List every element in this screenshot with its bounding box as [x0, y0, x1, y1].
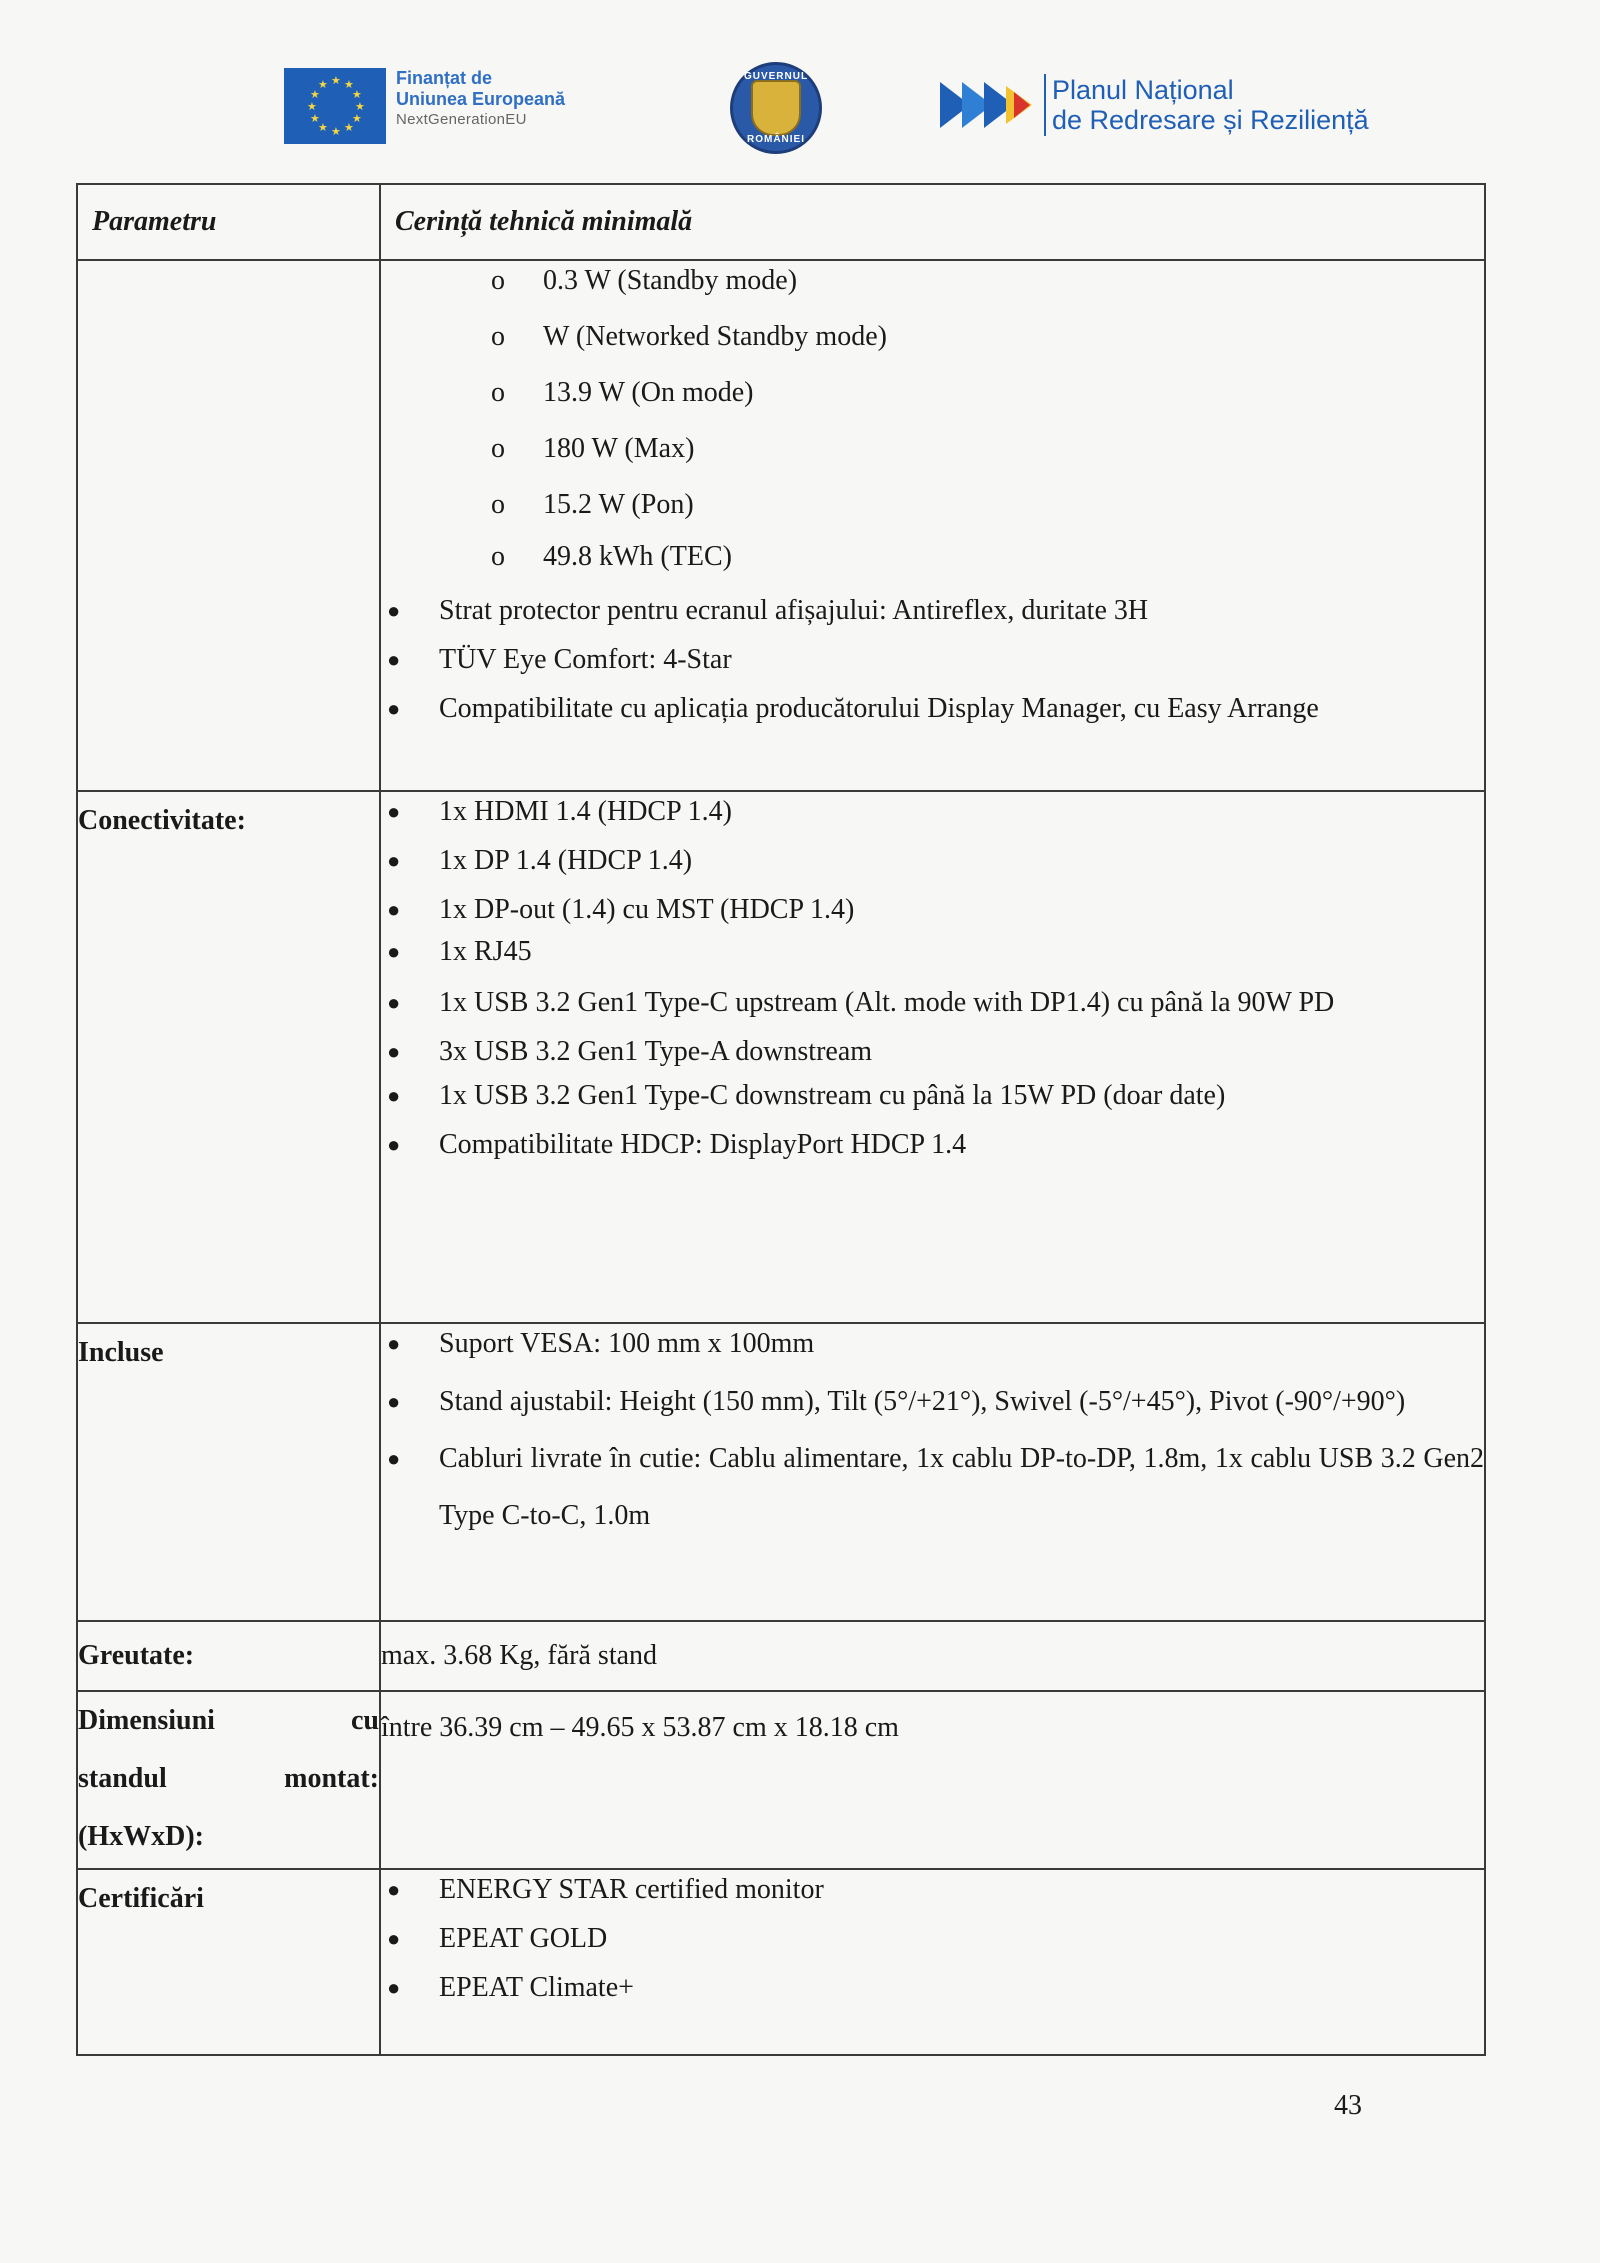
bullet-icon: ● — [387, 1331, 401, 1356]
bullet-icon: ● — [387, 799, 401, 824]
bullet-icon: ● — [387, 897, 401, 922]
eu-logo-line2: Uniunea Europeană — [396, 89, 566, 109]
list-item: ● 3x USB 3.2 Gen1 Type-A downstream — [381, 1032, 1484, 1072]
pnrr-logo-line1: Planul Național — [1052, 75, 1234, 105]
circle-bullet-icon: o — [491, 321, 505, 352]
eu-funding-logo — [284, 68, 565, 144]
table-row — [77, 1691, 1485, 1869]
param-cell-empty — [77, 260, 380, 791]
requirement-cell — [380, 1691, 1485, 1869]
list-item: ● TÜV Eye Comfort: 4-Star — [381, 640, 1484, 680]
param-line: Dimensiuni cu — [78, 1705, 379, 1736]
page-header — [0, 60, 1600, 170]
weight-value: max. 3.68 Kg, fără stand — [381, 1640, 658, 1671]
list-item: ● EPEAT Climate+ — [381, 1968, 1484, 2008]
param-cell-dimensions — [77, 1691, 380, 1869]
circle-bullet-icon: o — [491, 265, 505, 296]
bullet-icon: ● — [387, 990, 401, 1015]
seal-bottom-text: ROMÂNIEI — [747, 134, 805, 145]
page-number: 43 — [1334, 2090, 1362, 2121]
circle-bullet-icon: o — [491, 377, 505, 408]
table-row — [77, 260, 1485, 791]
bullet-icon: ● — [387, 696, 401, 721]
list-item: ● 1x USB 3.2 Gen1 Type-C upstream (Alt. mode with DP1.4) cu până la 90W PD — [381, 974, 1484, 1032]
list-item: o 13.9 W (On mode) — [381, 373, 1484, 413]
bullet-icon: ● — [387, 1446, 401, 1471]
requirement-cell — [380, 260, 1485, 791]
table-row — [77, 1323, 1485, 1621]
list-item: ● EPEAT GOLD — [381, 1919, 1484, 1959]
list-item: o 0.3 W (Standby mode) — [381, 261, 1484, 301]
param-cell: Incluse — [77, 1323, 380, 1621]
romanian-government-seal-icon — [730, 62, 822, 154]
bullet-icon: ● — [387, 939, 401, 964]
bullet-icon: ● — [387, 1083, 401, 1108]
list-item: ● 1x DP-out (1.4) cu MST (HDCP 1.4) — [381, 890, 1484, 930]
circle-bullet-icon: o — [491, 433, 505, 464]
param-cell: Certificări — [77, 1869, 380, 2055]
list-item: ● Compatibilitate cu aplicația producătorului Display Manager, cu Easy Arrange — [381, 689, 1484, 729]
circle-bullet-icon: o — [491, 541, 505, 572]
param-cell: Greutate: — [77, 1621, 380, 1691]
requirement-cell — [380, 791, 1485, 1323]
bullet-icon: ● — [387, 1926, 401, 1951]
list-item: o 15.2 W (Pon) — [381, 485, 1484, 525]
list-item: o 49.8 kWh (TEC) — [381, 537, 1484, 577]
list-item: o 180 W (Max) — [381, 429, 1484, 469]
pnrr-logo-line2: de Redresare și Reziliență — [1052, 105, 1369, 135]
param-cell: Conectivitate: — [77, 791, 380, 1323]
param-line: (HxWxD): — [78, 1821, 204, 1852]
table-row — [77, 791, 1485, 1323]
list-item: ● 1x USB 3.2 Gen1 Type-C downstream cu până la 15W PD (doar date) — [381, 1076, 1484, 1116]
eu-logo-line3: NextGenerationEU — [396, 111, 527, 128]
list-item: ● Strat protector pentru ecranul afișajului: Antireflex, duritate 3H — [381, 591, 1484, 631]
bullet-icon: ● — [387, 1132, 401, 1157]
requirement-cell — [380, 1869, 1485, 2055]
requirement-cell — [380, 1621, 1485, 1691]
circle-bullet-icon: o — [491, 489, 505, 520]
param-line: standul montat: — [78, 1763, 379, 1794]
bullet-icon: ● — [387, 1039, 401, 1064]
bullet-icon: ● — [387, 1877, 401, 1902]
bullet-icon: ● — [387, 848, 401, 873]
list-item: ● Suport VESA: 100 mm x 100mm — [381, 1324, 1484, 1364]
eu-flag-icon: ★ ★ ★ ★ ★ ★ ★ ★ ★ ★ ★ ★ — [284, 68, 386, 144]
list-item: ● 1x DP 1.4 (HDCP 1.4) — [381, 841, 1484, 881]
list-item: ● ENERGY STAR certified monitor — [381, 1870, 1484, 1910]
table-row — [77, 1869, 1485, 2055]
eu-logo-line1: Finanțat de — [396, 68, 493, 88]
list-item: ● Stand ajustabil: Height (150 mm), Tilt (5°/+21°), Swivel (-5°/+45°), Pivot (-90°/+90°) — [381, 1373, 1484, 1430]
list-item: ● 1x HDMI 1.4 (HDCP 1.4) — [381, 792, 1484, 832]
coat-of-arms-icon — [751, 80, 801, 136]
table-row — [77, 1621, 1485, 1691]
list-item: ● 1x RJ45 — [381, 932, 1484, 972]
technical-requirements-table — [76, 183, 1486, 2056]
pnrr-logo — [940, 74, 1369, 136]
bullet-icon: ● — [387, 1975, 401, 2000]
pnrr-arrows-icon — [940, 74, 1040, 136]
table-header-row — [77, 184, 1485, 260]
header-parameter: Parametru — [77, 184, 380, 260]
bullet-icon: ● — [387, 598, 401, 623]
bullet-icon: ● — [387, 647, 401, 672]
bullet-icon: ● — [387, 1389, 401, 1414]
dimensions-value: între 36.39 cm – 49.65 x 53.87 cm x 18.18 cm — [381, 1712, 899, 1743]
seal-top-text: GUVERNUL — [743, 71, 809, 82]
header-requirement: Cerință tehnică minimală — [380, 184, 1485, 260]
list-item: ● Compatibilitate HDCP: DisplayPort HDCP 1.4 — [381, 1125, 1484, 1165]
list-item: o W (Networked Standby mode) — [381, 317, 1484, 357]
list-item: ● Cabluri livrate în cutie: Cablu alimentare, 1x cablu DP-to-DP, 1.8m, 1x cablu USB 3.2 Gen2 Type C-to-C, 1.0m — [381, 1430, 1484, 1544]
requirement-cell — [380, 1323, 1485, 1621]
